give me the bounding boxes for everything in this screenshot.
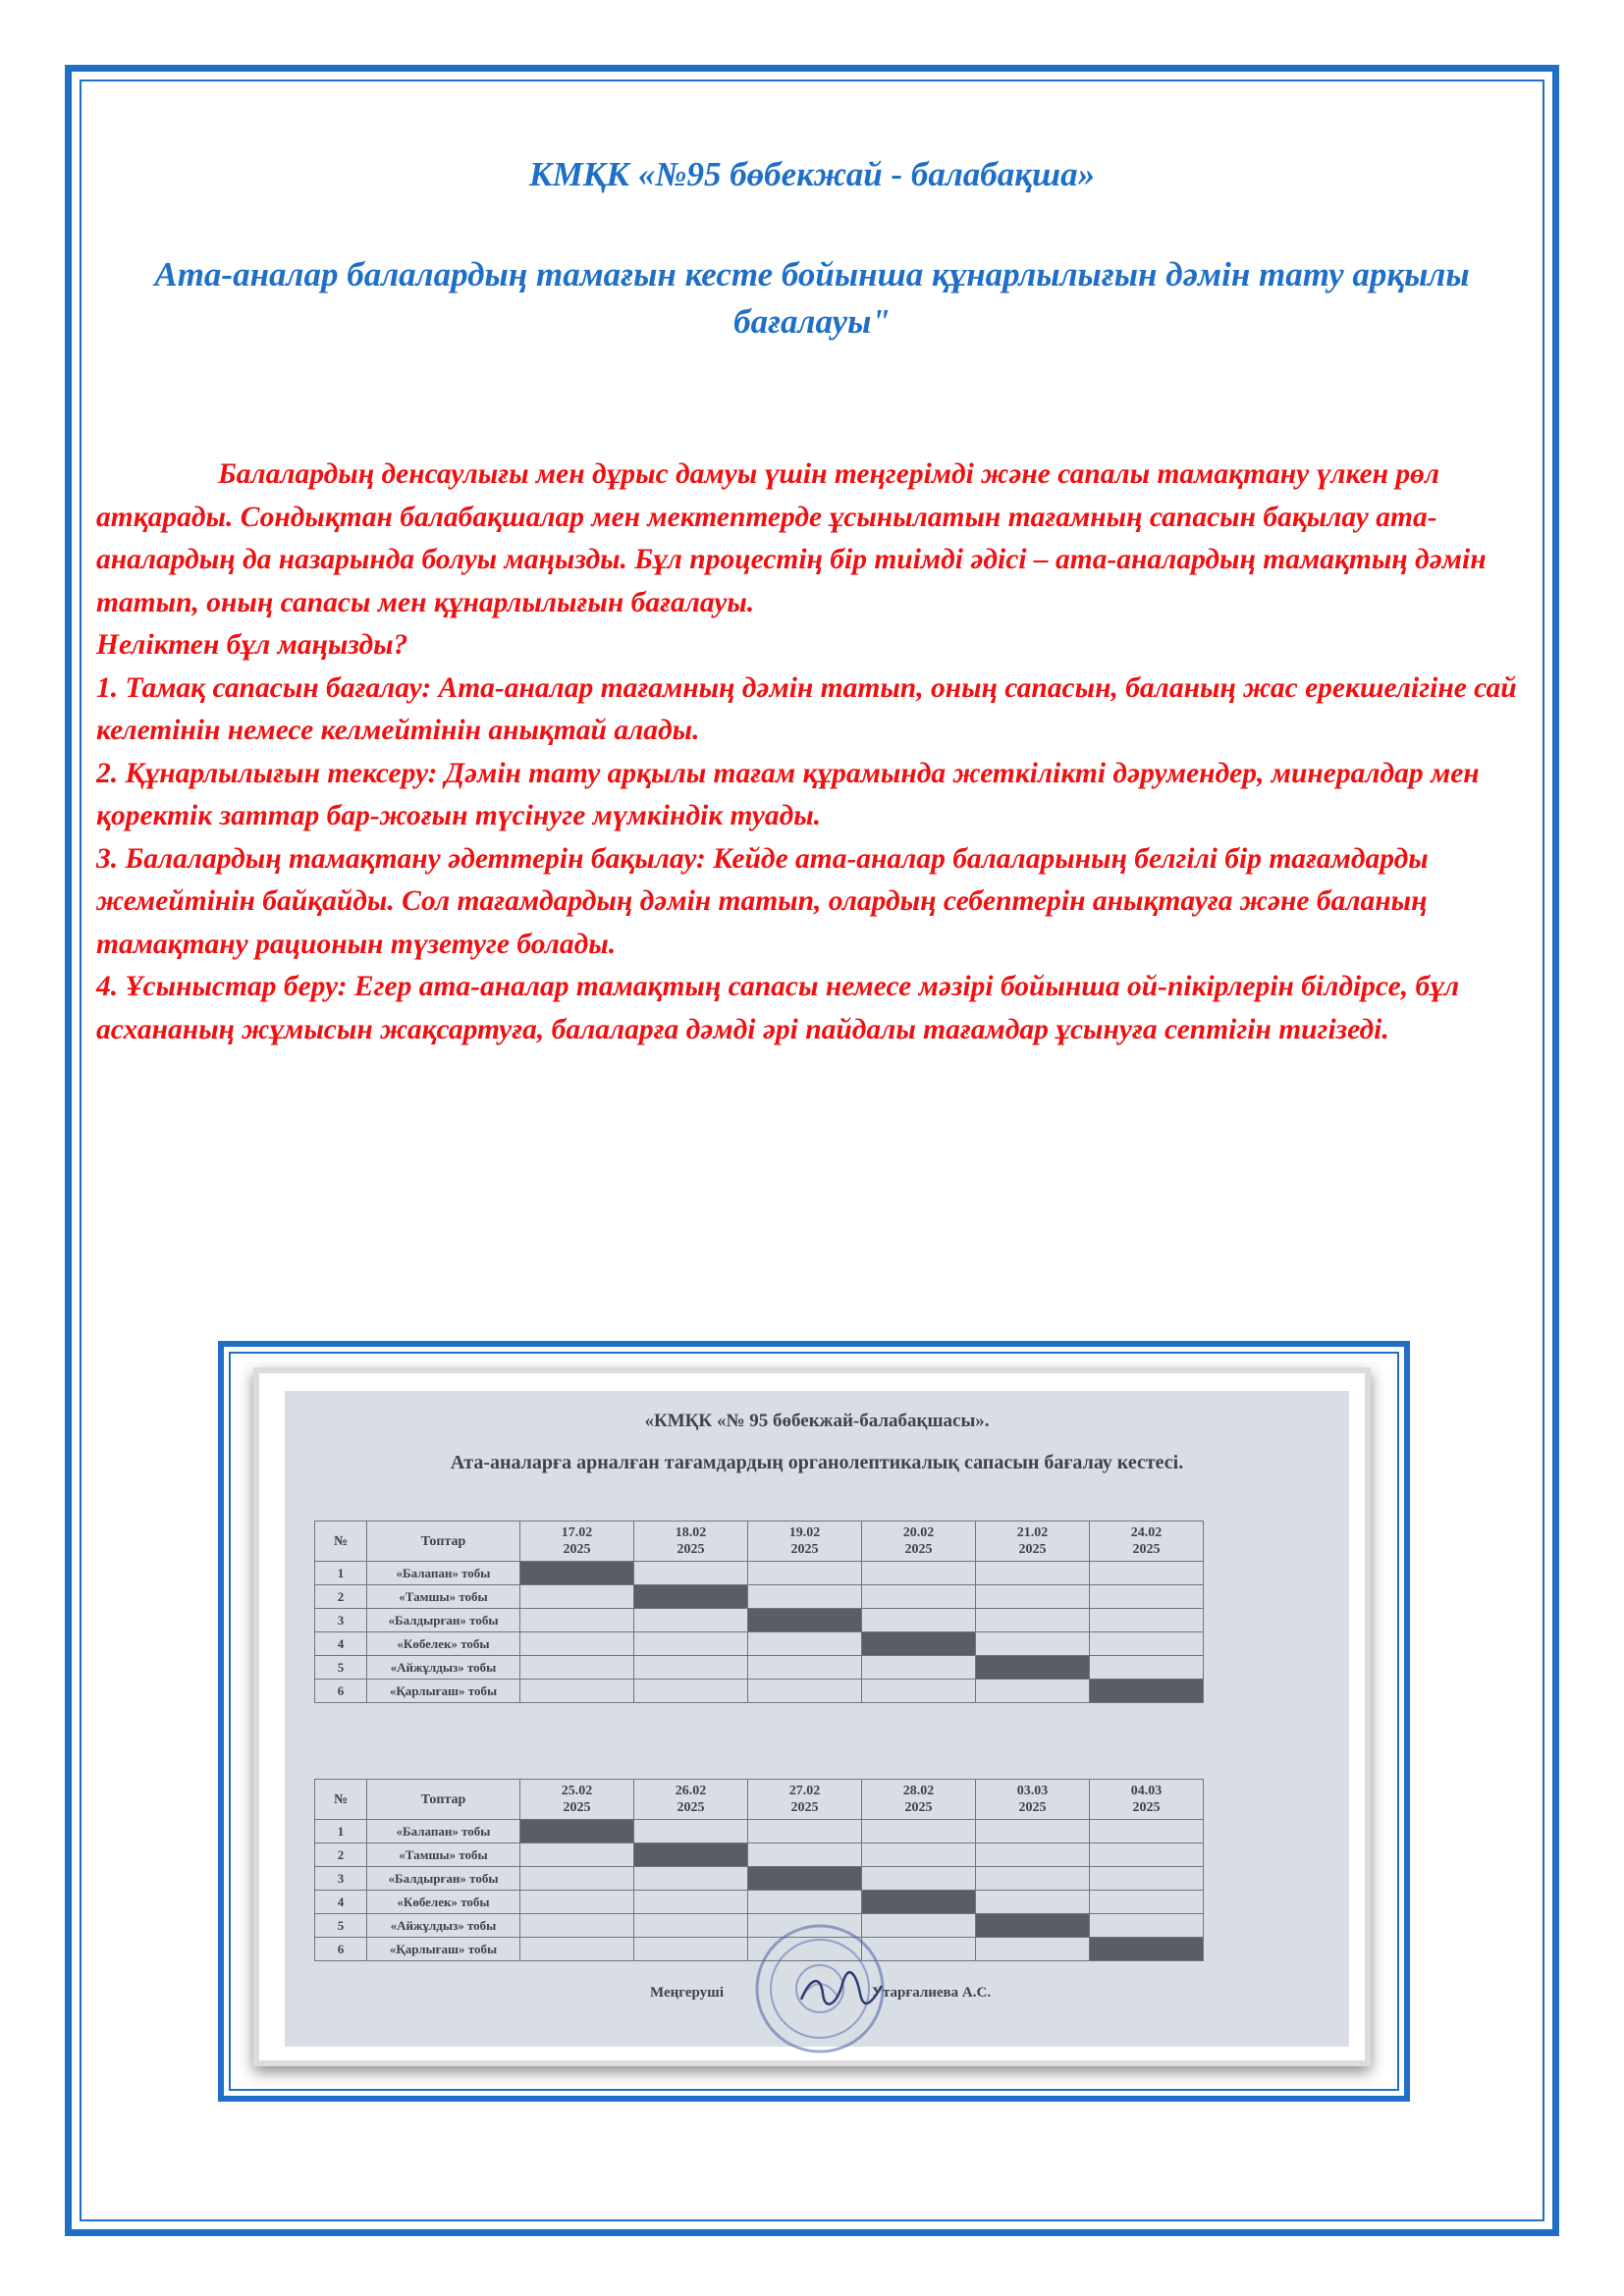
table-cell: «Балдырған» тобы (367, 1609, 520, 1632)
table-cell (634, 1562, 748, 1585)
table-cell: «Қарлығаш» тобы (367, 1680, 520, 1703)
scheduled-cell (976, 1656, 1090, 1680)
table-cell (520, 1938, 634, 1961)
table-cell (976, 1680, 1090, 1703)
table-cell (520, 1891, 634, 1914)
table-cell: 3 (315, 1867, 367, 1891)
table-cell (976, 1867, 1090, 1891)
scheduled-cell (862, 1891, 976, 1914)
table-cell (520, 1843, 634, 1867)
table-cell (976, 1891, 1090, 1914)
schedule-title: «КМҚК «№ 95 бөбекжай-балабақшасы». (644, 1411, 990, 1431)
table-cell (862, 1585, 976, 1609)
table-cell: 6 (315, 1680, 367, 1703)
table-cell (748, 1680, 862, 1703)
point-1: 1. Тамақ сапасын бағалау: Ата-аналар тағамның дәмін татып, оның сапасын, баланың жас ерекшелігіне сай келетінін немесе келмейтінін анықтай алады. (96, 671, 1517, 746)
table-cell (1090, 1562, 1204, 1585)
table-cell: «Балапан» тобы (367, 1562, 520, 1585)
scheduled-cell (976, 1914, 1090, 1938)
table-cell (1090, 1891, 1204, 1914)
table-cell: «Айжұлдыз» тобы (367, 1914, 520, 1938)
scheduled-cell (1090, 1680, 1204, 1703)
header-date: 26.02 2025 (634, 1780, 748, 1820)
table-row (315, 1891, 1204, 1914)
table-cell (976, 1562, 1090, 1585)
scheduled-cell (520, 1820, 634, 1843)
table-cell (748, 1843, 862, 1867)
table-cell (748, 1585, 862, 1609)
table-cell: «Балдырған» тобы (367, 1867, 520, 1891)
intro-paragraph: Балалардың денсаулығы мен дұрыс дамуы үшін теңгерімді және сапалы тамақтану үлкен рөл атқарады. Сондықтан балабақшалар мен мектептерде ұсынылатын тағамның сапасын бақылау ата-аналардың да назарында болуы маңызды. Бұл процестің бір тиімді әдісі – ата-аналардың тамақтың дәмін татып, оның сапасы мен құнарлылығын бағалауы. (96, 458, 1487, 618)
table-cell (520, 1585, 634, 1609)
table-cell: 1 (315, 1562, 367, 1585)
table-header-row (315, 1780, 1204, 1820)
table-cell (520, 1609, 634, 1632)
scheduled-cell (634, 1843, 748, 1867)
table-cell: 2 (315, 1843, 367, 1867)
table-cell: 4 (315, 1632, 367, 1656)
table-row (315, 1680, 1204, 1703)
table-cell (520, 1914, 634, 1938)
header-date: 27.02 2025 (748, 1780, 862, 1820)
table-cell (520, 1656, 634, 1680)
table-cell (1090, 1820, 1204, 1843)
header-date: 25.02 2025 (520, 1780, 634, 1820)
table-cell: «Қарлығаш» тобы (367, 1938, 520, 1961)
table-cell (862, 1867, 976, 1891)
scheduled-cell (748, 1609, 862, 1632)
header-date: 28.02 2025 (862, 1780, 976, 1820)
table-cell (748, 1820, 862, 1843)
point-4: 4. Ұсыныстар беру: Егер ата-аналар тамақтың сапасы немесе мәзірі бойынша ой-пікірлерін білдірсе, бұл асхананың жұмысын жақсартуға, балаларға дәмді әрі пайдалы тағамдар ұсынуға септігін тигізеді. (96, 971, 1460, 1045)
header-groups: Топтар (367, 1522, 520, 1562)
table-cell: 6 (315, 1938, 367, 1961)
table-cell (976, 1843, 1090, 1867)
table-row (315, 1562, 1204, 1585)
table-cell (634, 1632, 748, 1656)
table-cell (976, 1938, 1090, 1961)
scheduled-cell (1090, 1938, 1204, 1961)
header-date: 18.02 2025 (634, 1522, 748, 1562)
table-cell (862, 1820, 976, 1843)
table-row (315, 1656, 1204, 1680)
table-cell (862, 1609, 976, 1632)
schedule-subtitle: Ата-аналарға арналған тағамдардың органолептикалық сапасын бағалау кестесі. (450, 1452, 1184, 1473)
table-header-row (315, 1522, 1204, 1562)
table-cell (634, 1891, 748, 1914)
table-cell (748, 1891, 862, 1914)
table-cell (862, 1562, 976, 1585)
table-cell: 3 (315, 1609, 367, 1632)
table-cell (520, 1867, 634, 1891)
table-row (315, 1867, 1204, 1891)
point-3: 3. Балалардың тамақтану әдеттерін бақылау: Кейде ата-аналар балаларының белгілі бір тағамдарды жемейтінін байқайды. Сол тағамдардың дәмін татып, олардың себептерін анықтауға және баланың тамақтану рационын түзетуге болады. (96, 842, 1429, 960)
scheduled-cell (748, 1867, 862, 1891)
table-cell (1090, 1609, 1204, 1632)
table-cell (634, 1867, 748, 1891)
schedule-paper (285, 1391, 1349, 2047)
schedule-photo (253, 1367, 1371, 2066)
table-cell: 5 (315, 1914, 367, 1938)
table-cell (862, 1656, 976, 1680)
table-cell (1090, 1656, 1204, 1680)
organization-title: КМҚК «№95 бөбекжай - балабақша» (528, 155, 1096, 193)
document-subtitle: Ата-аналар балалардың тамағын кесте бойынша құнарлылығын дәмін тату арқылы бағалауы" (154, 255, 1470, 341)
table-cell (748, 1562, 862, 1585)
table-cell (634, 1656, 748, 1680)
table-cell: 2 (315, 1585, 367, 1609)
table-row (315, 1585, 1204, 1609)
table-cell (1090, 1585, 1204, 1609)
header-date: 04.03 2025 (1090, 1780, 1204, 1820)
table-cell (634, 1609, 748, 1632)
table-cell: 5 (315, 1656, 367, 1680)
signature-label: Меңгеруші (650, 1985, 725, 2001)
table-cell (634, 1820, 748, 1843)
table-cell (520, 1632, 634, 1656)
table-cell (634, 1914, 748, 1938)
header-date: 20.02 2025 (862, 1522, 976, 1562)
table-cell (634, 1938, 748, 1961)
table-cell: «Көбелек» тобы (367, 1891, 520, 1914)
table-cell (862, 1680, 976, 1703)
table-cell (1090, 1843, 1204, 1867)
header-date: 21.02 2025 (976, 1522, 1090, 1562)
table-cell (976, 1820, 1090, 1843)
header-num: № (315, 1522, 367, 1562)
header-date: 03.03 2025 (976, 1780, 1090, 1820)
table-row (315, 1820, 1204, 1843)
table-cell: 1 (315, 1820, 367, 1843)
header-date: 19.02 2025 (748, 1522, 862, 1562)
table-cell (634, 1680, 748, 1703)
scheduled-cell (862, 1632, 976, 1656)
table-cell (862, 1843, 976, 1867)
table-cell: 4 (315, 1891, 367, 1914)
header-num: № (315, 1780, 367, 1820)
table-cell: «Көбелек» тобы (367, 1632, 520, 1656)
table-cell (520, 1680, 634, 1703)
signatory-name: Утарғалиева А.С. (872, 1985, 992, 2001)
question-line: Неліктен бұл маңызды? (96, 629, 408, 661)
scheduled-cell (634, 1585, 748, 1609)
table-cell (976, 1632, 1090, 1656)
table-cell (1090, 1632, 1204, 1656)
table-cell: «Балапан» тобы (367, 1820, 520, 1843)
table-cell (1090, 1867, 1204, 1891)
table-cell (1090, 1914, 1204, 1938)
table-cell: «Тамшы» тобы (367, 1843, 520, 1867)
table-cell (976, 1585, 1090, 1609)
schedule-table-1 (314, 1521, 1204, 1703)
header-groups: Топтар (367, 1780, 520, 1820)
header-date: 24.02 2025 (1090, 1522, 1204, 1562)
body-text (96, 454, 1542, 1051)
table-row (315, 1843, 1204, 1867)
table-cell (748, 1656, 862, 1680)
table-cell: «Тамшы» тобы (367, 1585, 520, 1609)
table-cell (748, 1632, 862, 1656)
point-2: 2. Құнарлылығын тексеру: Дәмін тату арқылы тағам құрамында жеткілікті дәрумендер, минералдар мен қоректік заттар бар-жоғын түсінуге мүмкіндік туады. (96, 757, 1480, 831)
table-cell: «Айжұлдыз» тобы (367, 1656, 520, 1680)
scheduled-cell (520, 1562, 634, 1585)
table-cell (976, 1609, 1090, 1632)
header-date: 17.02 2025 (520, 1522, 634, 1562)
table-row (315, 1609, 1204, 1632)
table-row (315, 1632, 1204, 1656)
